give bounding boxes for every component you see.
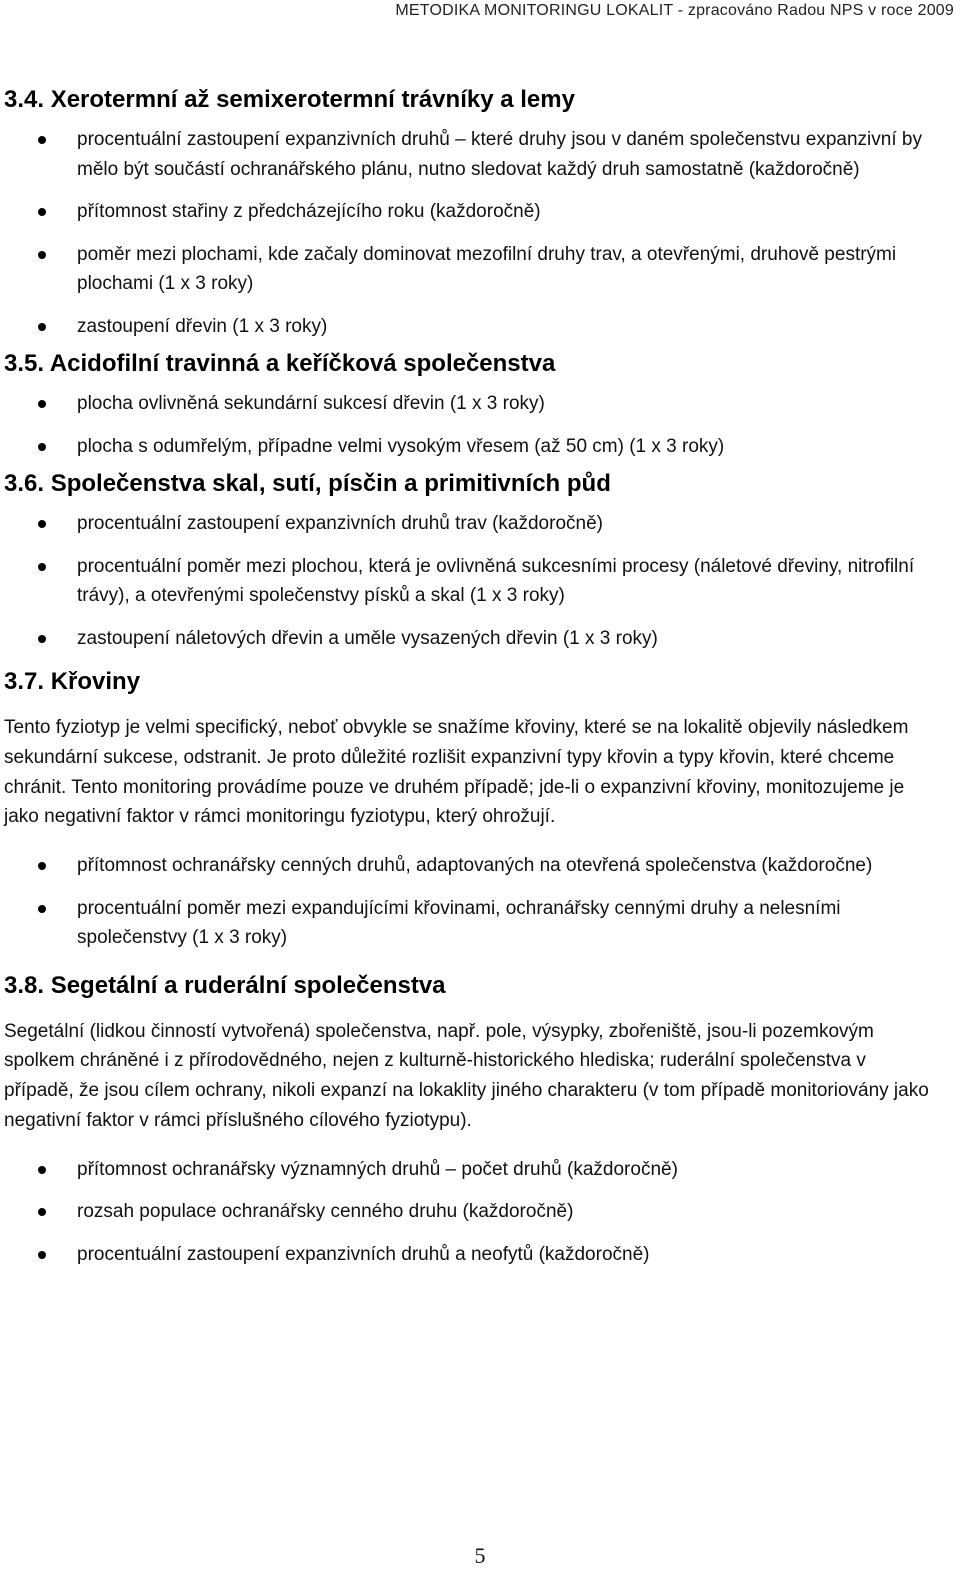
running-header: METODIKA MONITORINGU LOKALIT - zpracováno Radou NPS v roce 2009 bbox=[395, 2, 954, 19]
bullet-list-3-6 bbox=[4, 509, 934, 653]
section-heading-3-5: 3.5. Acidofilní travinná a keříčková společenstva bbox=[4, 350, 556, 377]
list-item: přítomnost ochranářsky významných druhů – počet druhů (každoročně) bbox=[4, 1155, 934, 1185]
section-heading-3-8: 3.8. Segetální a ruderální společenstva bbox=[4, 971, 446, 999]
list-item: přítomnost ochranářsky cenných druhů, adaptovaných na otevřená společenstva (každoročne) bbox=[4, 851, 934, 881]
list-item: zastoupení náletových dřevin a uměle vysazených dřevin (1 x 3 roky) bbox=[4, 624, 934, 654]
list-item: plocha ovlivněná sekundární sukcesí dřevin (1 x 3 roky) bbox=[4, 389, 934, 419]
list-item: procentuální poměr mezi expandujícími křovinami, ochranářsky cennými druhy a nelesními společenstvy (1 x 3 roky) bbox=[4, 894, 934, 953]
list-item: plocha s odumřelým, případne velmi vysokým vřesem (až 50 cm) (1 x 3 roky) bbox=[4, 432, 934, 462]
bullet-list-3-5 bbox=[4, 389, 934, 461]
page-number: 5 bbox=[474, 1543, 486, 1568]
list-item: procentuální zastoupení expanzivních druhů a neofytů (každoročně) bbox=[4, 1240, 934, 1270]
list-item: procentuální zastoupení expanzivních druhů trav (každoročně) bbox=[4, 509, 934, 539]
paragraph-3-7: Tento fyziotyp je velmi specifický, neboť obvykle se snažíme křoviny, které se na lokalitě objevily následkem sekundární sukcese, odstranit. Je proto důležité rozlišit expanzivní typy křovin a typy křovin, které chceme chránit. Tento monitoring provádíme pouze ve druhém případě; jde-li o expanzivní křoviny, monitozujeme je jako negativní faktor v rámci monitoringu fyziotypu, který ohrožují. bbox=[4, 717, 909, 828]
bullet-list-3-4 bbox=[4, 125, 934, 341]
section-heading-3-6: 3.6. Společenstva skal, sutí, písčin a primitivních půd bbox=[4, 470, 611, 497]
list-item: procentuální poměr mezi plochou, která je ovlivněná sukcesními procesy (náletové dřeviny, nitrofilní trávy), a otevřenými společenstvy písků a skal (1 x 3 roky) bbox=[4, 552, 934, 611]
list-item: rozsah populace ochranářsky cenného druhu (každoročně) bbox=[4, 1197, 934, 1227]
bullet-list-3-7 bbox=[4, 851, 934, 953]
bullet-list-3-8 bbox=[4, 1155, 934, 1270]
section-heading-3-7: 3.7. Křoviny bbox=[4, 668, 141, 695]
list-item: procentuální zastoupení expanzivních druhů – které druhy jsou v daném společenstvu expanzivní by mělo být součástí ochranářského plánu, nutno sledovat každý druh samostatně (každoročně) bbox=[4, 125, 934, 184]
list-item: zastoupení dřevin (1 x 3 roky) bbox=[4, 312, 934, 342]
list-item: poměr mezi plochami, kde začaly dominovat mezofilní druhy trav, a otevřenými, druhově pestrými plochami (1 x 3 roky) bbox=[4, 240, 934, 299]
list-item: přítomnost stařiny z předcházejícího roku (každoročně) bbox=[4, 197, 934, 227]
page-content bbox=[4, 85, 934, 1282]
section-heading-3-4: 3.4. Xerotermní až semixerotermní trávníky a lemy bbox=[4, 86, 575, 113]
paragraph-3-8: Segetální (lidkou činností vytvořená) společenstva, např. pole, výsypky, zbořeniště, jsou-li pozemkovým spolkem chráněné i z přírodovědného, nejen z kulturně-historického hlediska; ruderální společenstva v případě, že jsou cílem ochrany, nikoli expanzí na lokaklity jiného charakteru (v tom případě monitoriovány jako negativní faktor v rámci příslušného cílového fyziotypu). bbox=[4, 1020, 929, 1132]
